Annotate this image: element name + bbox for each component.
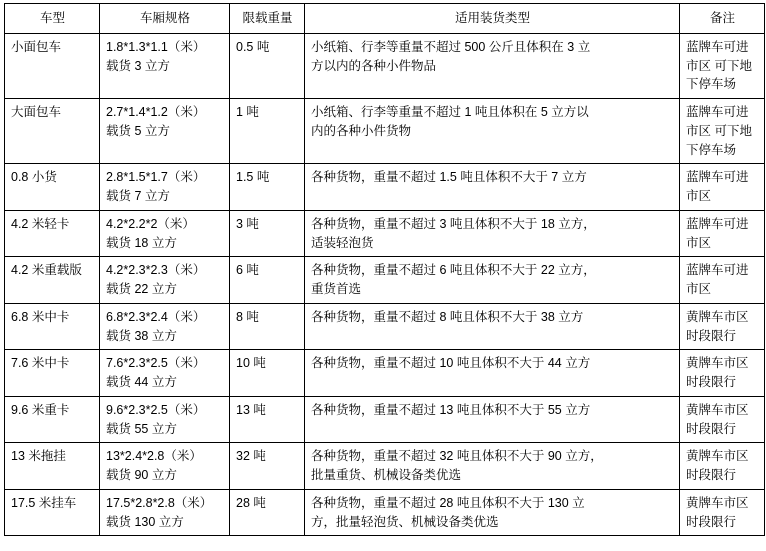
cell-remark [680,257,765,304]
usage-line: 各种货物，重量不超过 32 吨且体积不大于 90 立方， [311,449,603,464]
cell-spec [100,33,230,98]
cell-usage [305,99,680,164]
load-text: 13 吨 [236,402,266,417]
cell-usage [305,489,680,536]
table-row [5,303,765,350]
column-header-model: 车型 [5,4,100,34]
remark-line: 蓝牌车可进 [686,170,749,185]
remark-line: 蓝牌车可进 [686,39,749,54]
table-row [5,350,765,397]
cell-spec [100,164,230,211]
spec-line: 6.8*2.3*2.4（米） [106,309,206,324]
cell-usage [305,350,680,397]
cell-remark [680,303,765,350]
cell-model [5,99,100,164]
usage-line: 各种货物，重量不超过 3 吨且体积不大于 18 立方， [311,216,596,231]
model-text: 17.5 米挂车 [11,495,77,510]
remark-line: 下停车场 [686,142,737,157]
model-text: 6.8 米中卡 [11,309,70,324]
cell-usage [305,396,680,443]
remark-line: 时段限行 [686,514,737,529]
usage-line: 各种货物，重量不超过 13 吨且体积不大于 55 立方 [311,402,591,417]
usage-line: 重货首选 [311,282,362,296]
table-row [5,489,765,536]
table-body [5,33,765,536]
cell-load [230,210,305,257]
model-text: 13 米拖挂 [11,449,66,464]
cell-model [5,350,100,397]
spec-line: 载货 130 立方 [106,514,184,529]
model-text: 7.6 米中卡 [11,356,70,371]
load-text: 1.5 吨 [236,170,270,185]
model-text: 大面包车 [11,105,62,119]
cell-load [230,164,305,211]
remark-line: 市区 [686,282,712,296]
spec-line: 4.2*2.3*2.3（米） [106,263,206,278]
cell-remark [680,443,765,490]
remark-line: 黄牌车市区 [686,449,749,464]
cell-remark [680,489,765,536]
table-row [5,443,765,490]
column-header-load: 限载重量 [230,4,305,34]
spec-line: 载货 90 立方 [106,468,177,482]
remark-line: 黄牌车市区 [686,495,749,510]
cell-spec [100,99,230,164]
table-row [5,210,765,257]
load-text: 1 吨 [236,105,259,119]
cell-spec [100,396,230,443]
cell-usage [305,303,680,350]
remark-line: 市区 [686,235,712,250]
cell-model [5,443,100,490]
spec-line: 载货 7 立方 [106,189,170,203]
remark-line: 蓝牌车可进 [686,263,749,278]
cell-load [230,396,305,443]
usage-line: 各种货物，重量不超过 6 吨且体积不大于 22 立方， [311,263,596,278]
cell-spec [100,257,230,304]
cell-model [5,33,100,98]
table-header-row [5,4,765,34]
spec-line: 载货 18 立方 [106,235,177,250]
column-header-spec: 车厢规格 [100,4,230,34]
usage-line: 方以内的各种小件物品 [311,58,437,73]
model-text: 4.2 米轻卡 [11,216,70,231]
load-text: 8 吨 [236,309,259,324]
remark-line: 黄牌车市区 [686,356,749,371]
model-text: 0.8 小货 [11,170,57,185]
remark-line: 时段限行 [686,468,737,482]
remark-line: 时段限行 [686,421,737,436]
cell-load [230,303,305,350]
cell-spec [100,210,230,257]
column-header-remark: 备注 [680,4,765,34]
cell-usage [305,164,680,211]
spec-line: 2.7*1.4*1.2（米） [106,105,206,119]
table-row [5,99,765,164]
cell-load [230,257,305,304]
cell-load [230,33,305,98]
cell-model [5,489,100,536]
cell-remark [680,33,765,98]
spec-line: 载货 22 立方 [106,282,177,296]
usage-line: 小纸箱、行李等重量不超过 500 公斤且体积在 3 立 [311,39,591,54]
spec-line: 1.8*1.3*1.1（米） [106,39,206,54]
usage-line: 各种货物，重量不超过 1.5 吨且体积不大于 7 立方 [311,170,587,185]
vehicle-specification-table [4,3,765,536]
cell-remark [680,210,765,257]
spec-line: 9.6*2.3*2.5（米） [106,402,206,417]
remark-line: 市区 [686,189,712,203]
spec-line: 4.2*2.2*2（米） [106,216,195,231]
cell-model [5,303,100,350]
load-text: 3 吨 [236,216,259,231]
usage-line: 批量重货、机械设备类优选 [311,468,462,482]
spec-line: 2.8*1.5*1.7（米） [106,170,206,185]
cell-load [230,443,305,490]
spec-line: 13*2.4*2.8（米） [106,449,202,464]
cell-spec [100,489,230,536]
spec-line: 17.5*2.8*2.8（米） [106,495,213,510]
remark-line: 时段限行 [686,328,737,343]
table-row [5,257,765,304]
column-header-usage: 适用装货类型 [305,4,680,34]
table-row [5,33,765,98]
remark-line: 蓝牌车可进 [686,105,749,119]
cell-model [5,210,100,257]
cell-load [230,489,305,536]
usage-line: 小纸箱、行李等重量不超过 1 吨且体积在 5 立方以 [311,105,589,119]
spec-line: 载货 38 立方 [106,328,177,343]
cell-load [230,350,305,397]
usage-line: 方，批量轻泡货、机械设备类优选 [311,514,499,529]
cell-spec [100,303,230,350]
load-text: 0.5 吨 [236,39,270,54]
cell-usage [305,210,680,257]
cell-spec [100,443,230,490]
cell-spec [100,350,230,397]
remark-line: 时段限行 [686,375,737,389]
cell-usage [305,33,680,98]
spec-line: 载货 55 立方 [106,421,177,436]
cell-remark [680,350,765,397]
cell-model [5,257,100,304]
cell-usage [305,443,680,490]
usage-line: 各种货物，重量不超过 28 吨且体积不大于 130 立 [311,495,585,510]
cell-remark [680,99,765,164]
usage-line: 各种货物，重量不超过 8 吨且体积不大于 38 立方 [311,309,584,324]
load-text: 10 吨 [236,356,266,371]
spec-line: 载货 5 立方 [106,123,170,138]
cell-model [5,164,100,211]
remark-line: 下停车场 [686,77,737,92]
cell-remark [680,164,765,211]
cell-usage [305,257,680,304]
table-row [5,396,765,443]
usage-line: 各种货物，重量不超过 10 吨且体积不大于 44 立方 [311,356,591,371]
model-text: 9.6 米重卡 [11,402,70,417]
remark-line: 市区 可下地 [686,123,752,138]
cell-remark [680,396,765,443]
model-text: 4.2 米重载版 [11,263,82,278]
usage-line: 内的各种小件货物 [311,123,412,138]
spec-line: 7.6*2.3*2.5（米） [106,356,206,371]
remark-line: 市区 可下地 [686,58,752,73]
cell-load [230,99,305,164]
remark-line: 黄牌车市区 [686,402,749,417]
remark-line: 黄牌车市区 [686,309,749,324]
spec-line: 载货 44 立方 [106,375,177,389]
remark-line: 蓝牌车可进 [686,216,749,231]
load-text: 6 吨 [236,263,259,278]
model-text: 小面包车 [11,39,62,54]
cell-model [5,396,100,443]
load-text: 28 吨 [236,495,266,510]
spec-line: 载货 3 立方 [106,58,170,73]
load-text: 32 吨 [236,449,266,464]
usage-line: 适装轻泡货 [311,235,374,250]
table-row [5,164,765,211]
